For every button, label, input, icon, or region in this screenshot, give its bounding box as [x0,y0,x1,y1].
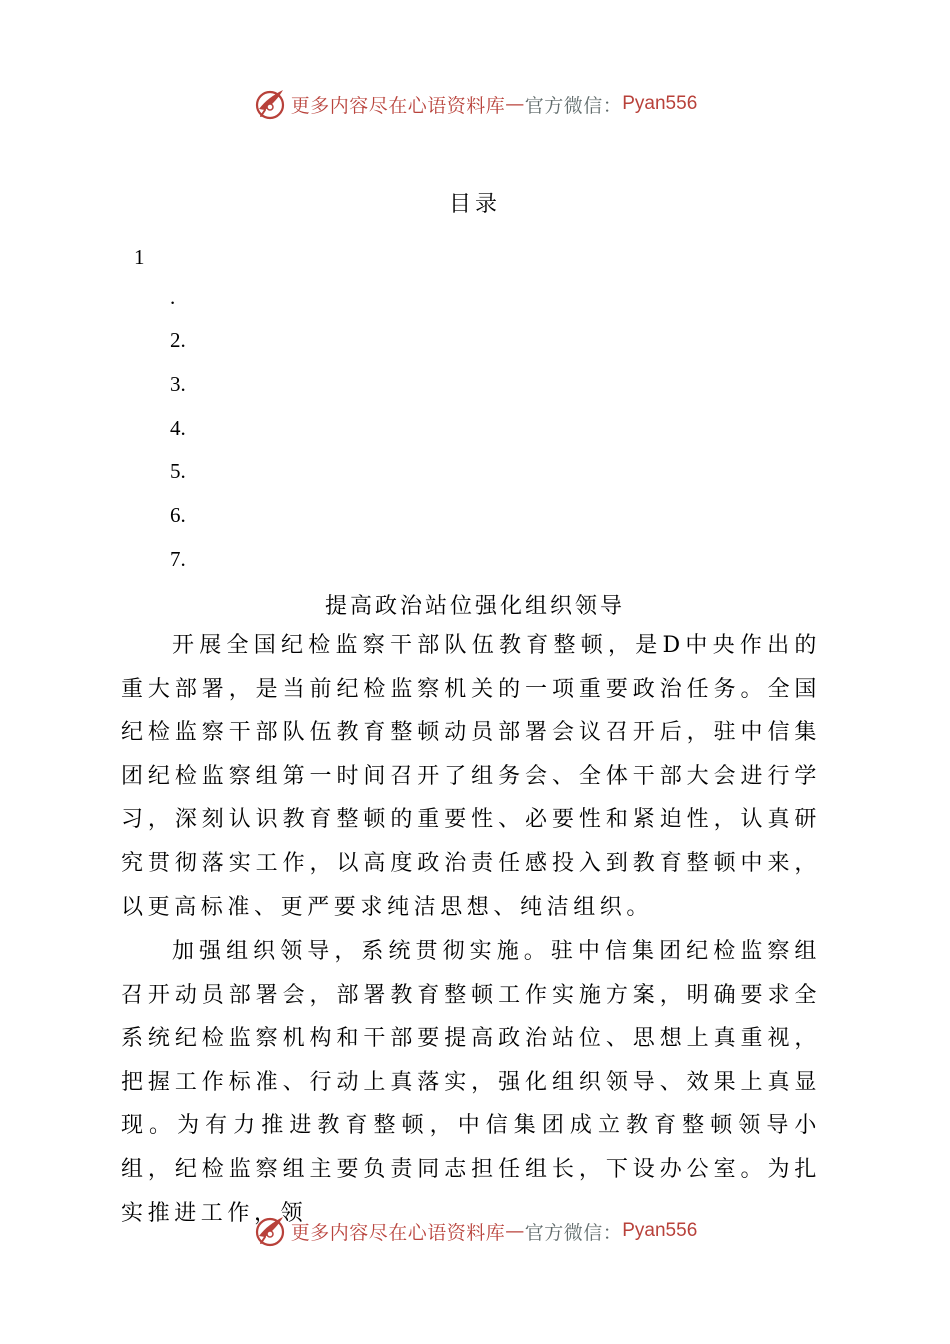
toc-item: 4. [170,416,186,440]
toc-item: 3. [170,372,186,396]
watermark-label: 官方微信： [524,1221,623,1244]
watermark-label: 官方微信： [524,94,623,117]
toc-item: 2. [170,328,186,352]
quill-pen-logo-icon [253,1214,287,1248]
header-watermark [0,84,950,124]
watermark-brand-text: 更多内容尽在心语资料库 [290,1221,506,1244]
toc-item: 7. [170,547,186,571]
quill-pen-logo-icon [253,87,287,121]
toc-item: 6. [170,503,186,527]
footer-watermark [0,1211,950,1251]
watermark-wechat-id: Pyan556 [622,1220,698,1241]
body-paragraph: 开展全国纪检监察干部队伍教育整顿，是D中央作出的重大部署，是当前纪检监察机关的一项重要政治任务。全国纪检监察干部队伍教育整顿动员部署会议召开后，驻中信集团纪检监察组第一时间召开了组务会、全体干部大会进行学习，深刻认识教育整顿的重要性、必要性和紧迫性，认真研究贯彻落实工作，以高度政治责任感投入到教育整顿中来，以更高标准、更严要求纯洁思想、纯洁组织。 [121,633,821,920]
watermark-wechat-id: Pyan556 [622,93,698,114]
watermark-separator: — [505,93,525,115]
toc-title: 目录 [448,192,501,217]
toc-item: 5. [170,459,186,483]
section-title: 提高政治站位强化组织领导 [324,594,625,619]
watermark-brand-text: 更多内容尽在心语资料库 [290,94,506,117]
watermark-separator: — [505,1220,525,1242]
body-paragraph: 加强组织领导，系统贯彻实施。驻中信集团纪检监察组召开动员部署会，部署教育整顿工作实施方案，明确要求全系统纪检监察机构和干部要提高政治站位、思想上真重视，把握工作标准、行动上真落实，强化组织领导、效果上真显现。为有力推进教育整顿，中信集团成立教育整顿领导小组，纪检监察组主要负责同志担任组长，下设办公室。为扎实推进工作，领 [121,939,821,1226]
toc-item: 1 [134,245,145,269]
toc-item: . [170,285,176,309]
